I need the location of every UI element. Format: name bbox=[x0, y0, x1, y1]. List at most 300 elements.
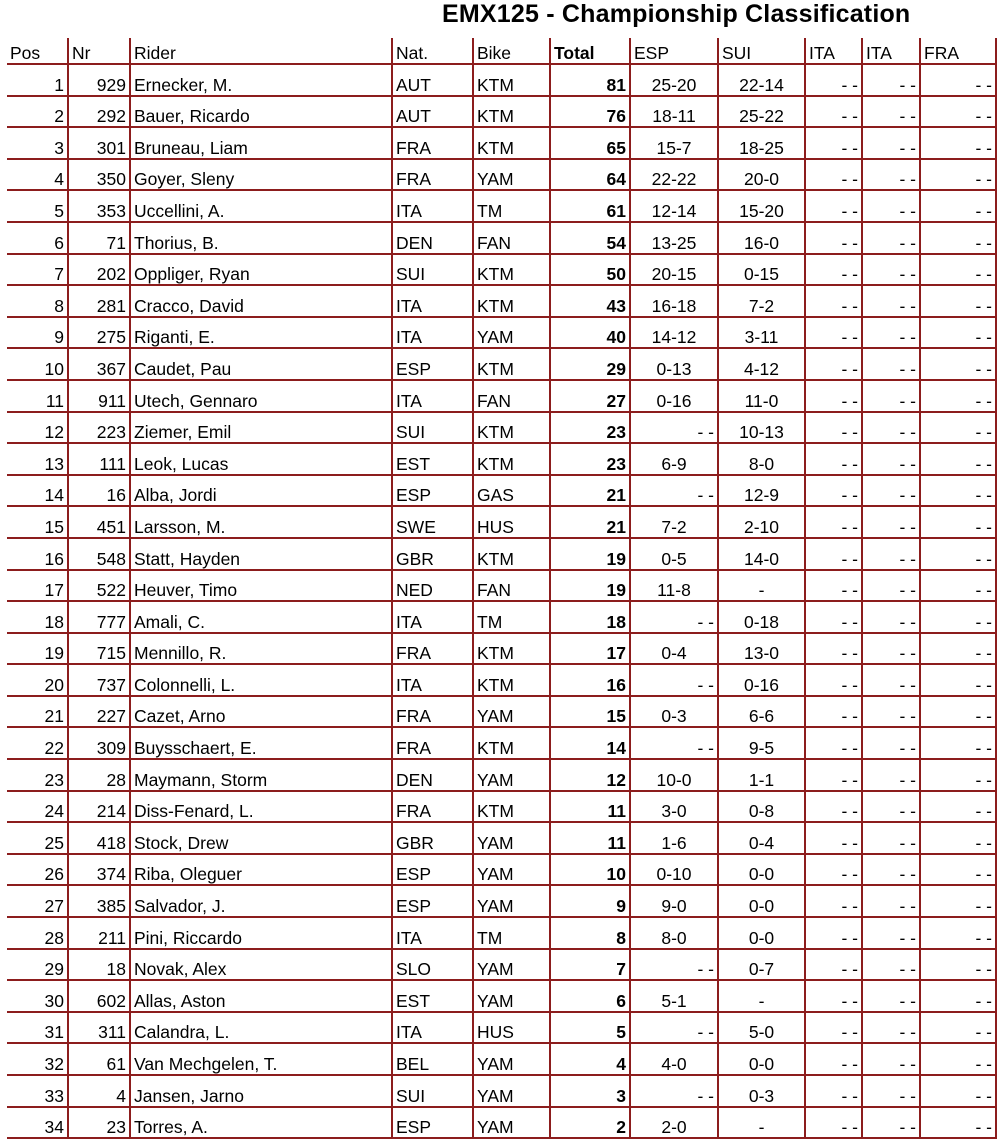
table-row bbox=[7, 222, 996, 254]
cell-rider: Goyer, Sleny bbox=[130, 159, 392, 191]
header-ita-2: ITA bbox=[862, 38, 920, 64]
cell-sui: 25-22 bbox=[718, 96, 805, 128]
cell-total: 8 bbox=[550, 917, 630, 949]
cell-rider: Alba, Jordi bbox=[130, 475, 392, 507]
cell-bike: TM bbox=[473, 917, 550, 949]
cell-nr: 61 bbox=[68, 1043, 130, 1075]
header-bike: Bike bbox=[473, 38, 550, 64]
cell-total: 4 bbox=[550, 1043, 630, 1075]
table-body bbox=[7, 64, 996, 1138]
cell-total: 43 bbox=[550, 285, 630, 317]
cell-nat: FRA bbox=[392, 127, 473, 159]
cell-pos: 9 bbox=[7, 317, 68, 349]
cell-bike: TM bbox=[473, 601, 550, 633]
table-row bbox=[7, 633, 996, 665]
cell-total: 3 bbox=[550, 1075, 630, 1107]
cell-pos: 23 bbox=[7, 759, 68, 791]
cell-pos: 25 bbox=[7, 822, 68, 854]
cell-rider: Caudet, Pau bbox=[130, 348, 392, 380]
cell-rider: Bruneau, Liam bbox=[130, 127, 392, 159]
cell-nr: 715 bbox=[68, 633, 130, 665]
cell-rider: Diss-Fenard, L. bbox=[130, 791, 392, 823]
cell-sui: 18-25 bbox=[718, 127, 805, 159]
cell-sui: 4-12 bbox=[718, 348, 805, 380]
cell-sui: 22-14 bbox=[718, 64, 805, 96]
cell-ita-1: - - bbox=[805, 222, 862, 254]
cell-ita-1: - - bbox=[805, 96, 862, 128]
cell-sui: 7-2 bbox=[718, 285, 805, 317]
cell-pos: 19 bbox=[7, 633, 68, 665]
cell-bike: YAM bbox=[473, 885, 550, 917]
cell-fra: - - bbox=[920, 759, 996, 791]
cell-ita-2: - - bbox=[862, 1075, 920, 1107]
cell-ita-1: - - bbox=[805, 885, 862, 917]
cell-fra: - - bbox=[920, 696, 996, 728]
cell-bike: KTM bbox=[473, 412, 550, 444]
cell-ita-2: - - bbox=[862, 159, 920, 191]
cell-esp: 14-12 bbox=[630, 317, 718, 349]
cell-fra: - - bbox=[920, 885, 996, 917]
cell-sui: 0-0 bbox=[718, 917, 805, 949]
cell-fra: - - bbox=[920, 1107, 996, 1139]
cell-total: 6 bbox=[550, 980, 630, 1012]
cell-pos: 34 bbox=[7, 1107, 68, 1139]
cell-total: 15 bbox=[550, 696, 630, 728]
cell-rider: Cracco, David bbox=[130, 285, 392, 317]
cell-ita-2: - - bbox=[862, 601, 920, 633]
cell-total: 18 bbox=[550, 601, 630, 633]
cell-pos: 11 bbox=[7, 380, 68, 412]
cell-rider: Larsson, M. bbox=[130, 506, 392, 538]
cell-sui: 0-0 bbox=[718, 854, 805, 886]
cell-rider: Allas, Aston bbox=[130, 980, 392, 1012]
cell-total: 9 bbox=[550, 885, 630, 917]
cell-nr: 777 bbox=[68, 601, 130, 633]
cell-ita-2: - - bbox=[862, 570, 920, 602]
cell-nat: NED bbox=[392, 570, 473, 602]
cell-nr: 18 bbox=[68, 949, 130, 981]
table-row bbox=[7, 570, 996, 602]
cell-fra: - - bbox=[920, 917, 996, 949]
cell-rider: Thorius, B. bbox=[130, 222, 392, 254]
cell-fra: - - bbox=[920, 412, 996, 444]
table-row bbox=[7, 285, 996, 317]
cell-nat: AUT bbox=[392, 96, 473, 128]
cell-bike: KTM bbox=[473, 664, 550, 696]
cell-total: 7 bbox=[550, 949, 630, 981]
cell-pos: 15 bbox=[7, 506, 68, 538]
cell-fra: - - bbox=[920, 96, 996, 128]
cell-nat: ESP bbox=[392, 854, 473, 886]
cell-ita-1: - - bbox=[805, 443, 862, 475]
cell-nat: SUI bbox=[392, 412, 473, 444]
cell-sui: 0-15 bbox=[718, 254, 805, 286]
cell-total: 21 bbox=[550, 506, 630, 538]
cell-sui: 0-3 bbox=[718, 1075, 805, 1107]
cell-bike: FAN bbox=[473, 570, 550, 602]
cell-sui: 2-10 bbox=[718, 506, 805, 538]
cell-nr: 374 bbox=[68, 854, 130, 886]
cell-esp: 12-14 bbox=[630, 190, 718, 222]
cell-ita-2: - - bbox=[862, 949, 920, 981]
page-title: EMX125 - Championship Classification bbox=[442, 0, 911, 28]
table-row bbox=[7, 538, 996, 570]
cell-esp: 7-2 bbox=[630, 506, 718, 538]
cell-rider: Calandra, L. bbox=[130, 1012, 392, 1044]
cell-ita-1: - - bbox=[805, 380, 862, 412]
cell-rider: Statt, Hayden bbox=[130, 538, 392, 570]
cell-total: 81 bbox=[550, 64, 630, 96]
cell-esp: - - bbox=[630, 727, 718, 759]
cell-bike: FAN bbox=[473, 380, 550, 412]
cell-esp: - - bbox=[630, 601, 718, 633]
cell-nr: 309 bbox=[68, 727, 130, 759]
cell-sui: 8-0 bbox=[718, 443, 805, 475]
cell-esp: 20-15 bbox=[630, 254, 718, 286]
cell-esp: 3-0 bbox=[630, 791, 718, 823]
cell-nat: BEL bbox=[392, 1043, 473, 1075]
cell-total: 40 bbox=[550, 317, 630, 349]
table-row bbox=[7, 159, 996, 191]
cell-pos: 21 bbox=[7, 696, 68, 728]
cell-ita-1: - - bbox=[805, 917, 862, 949]
cell-total: 5 bbox=[550, 1012, 630, 1044]
cell-esp: - - bbox=[630, 1075, 718, 1107]
cell-sui: - bbox=[718, 1107, 805, 1139]
cell-bike: FAN bbox=[473, 222, 550, 254]
table-row bbox=[7, 696, 996, 728]
cell-nat: DEN bbox=[392, 759, 473, 791]
cell-fra: - - bbox=[920, 159, 996, 191]
cell-fra: - - bbox=[920, 1075, 996, 1107]
cell-nat: ITA bbox=[392, 380, 473, 412]
cell-nat: EST bbox=[392, 443, 473, 475]
table-row bbox=[7, 96, 996, 128]
table-row bbox=[7, 1043, 996, 1075]
cell-nr: 451 bbox=[68, 506, 130, 538]
cell-ita-2: - - bbox=[862, 443, 920, 475]
cell-pos: 18 bbox=[7, 601, 68, 633]
cell-pos: 1 bbox=[7, 64, 68, 96]
cell-fra: - - bbox=[920, 443, 996, 475]
table-row bbox=[7, 664, 996, 696]
cell-nr: 301 bbox=[68, 127, 130, 159]
cell-nat: ITA bbox=[392, 917, 473, 949]
cell-fra: - - bbox=[920, 570, 996, 602]
table-row bbox=[7, 127, 996, 159]
cell-bike: YAM bbox=[473, 822, 550, 854]
cell-ita-1: - - bbox=[805, 254, 862, 286]
cell-ita-2: - - bbox=[862, 1107, 920, 1139]
cell-ita-2: - - bbox=[862, 317, 920, 349]
cell-fra: - - bbox=[920, 1012, 996, 1044]
cell-rider: Colonnelli, L. bbox=[130, 664, 392, 696]
table-row bbox=[7, 475, 996, 507]
cell-nat: FRA bbox=[392, 159, 473, 191]
cell-esp: - - bbox=[630, 412, 718, 444]
cell-pos: 33 bbox=[7, 1075, 68, 1107]
cell-total: 12 bbox=[550, 759, 630, 791]
cell-bike: KTM bbox=[473, 254, 550, 286]
cell-bike: YAM bbox=[473, 759, 550, 791]
cell-sui: 6-6 bbox=[718, 696, 805, 728]
cell-sui: 13-0 bbox=[718, 633, 805, 665]
table-row bbox=[7, 854, 996, 886]
cell-ita-2: - - bbox=[862, 980, 920, 1012]
cell-total: 23 bbox=[550, 412, 630, 444]
cell-ita-2: - - bbox=[862, 727, 920, 759]
cell-pos: 8 bbox=[7, 285, 68, 317]
cell-esp: 9-0 bbox=[630, 885, 718, 917]
cell-ita-1: - - bbox=[805, 190, 862, 222]
cell-esp: 22-22 bbox=[630, 159, 718, 191]
cell-nr: 602 bbox=[68, 980, 130, 1012]
cell-pos: 12 bbox=[7, 412, 68, 444]
cell-sui: 0-0 bbox=[718, 885, 805, 917]
cell-ita-1: - - bbox=[805, 1043, 862, 1075]
table-row bbox=[7, 1107, 996, 1139]
cell-ita-2: - - bbox=[862, 506, 920, 538]
cell-fra: - - bbox=[920, 791, 996, 823]
cell-nat: FRA bbox=[392, 696, 473, 728]
cell-rider: Oppliger, Ryan bbox=[130, 254, 392, 286]
cell-fra: - - bbox=[920, 1043, 996, 1075]
cell-esp: 15-7 bbox=[630, 127, 718, 159]
cell-bike: KTM bbox=[473, 96, 550, 128]
cell-nr: 311 bbox=[68, 1012, 130, 1044]
table-row bbox=[7, 791, 996, 823]
cell-nat: SUI bbox=[392, 1075, 473, 1107]
cell-ita-2: - - bbox=[862, 917, 920, 949]
cell-sui: 12-9 bbox=[718, 475, 805, 507]
cell-esp: 0-4 bbox=[630, 633, 718, 665]
cell-nr: 4 bbox=[68, 1075, 130, 1107]
cell-bike: GAS bbox=[473, 475, 550, 507]
table-row bbox=[7, 727, 996, 759]
cell-nat: SUI bbox=[392, 254, 473, 286]
cell-rider: Pini, Riccardo bbox=[130, 917, 392, 949]
cell-rider: Riganti, E. bbox=[130, 317, 392, 349]
cell-rider: Jansen, Jarno bbox=[130, 1075, 392, 1107]
table-row bbox=[7, 254, 996, 286]
cell-ita-1: - - bbox=[805, 980, 862, 1012]
cell-fra: - - bbox=[920, 380, 996, 412]
cell-nat: FRA bbox=[392, 633, 473, 665]
cell-fra: - - bbox=[920, 127, 996, 159]
classification-table bbox=[7, 38, 997, 1139]
cell-esp: 0-13 bbox=[630, 348, 718, 380]
cell-ita-1: - - bbox=[805, 822, 862, 854]
cell-rider: Heuver, Timo bbox=[130, 570, 392, 602]
header-sui: SUI bbox=[718, 38, 805, 64]
cell-ita-2: - - bbox=[862, 348, 920, 380]
cell-sui: 11-0 bbox=[718, 380, 805, 412]
cell-ita-2: - - bbox=[862, 759, 920, 791]
cell-bike: TM bbox=[473, 190, 550, 222]
cell-total: 54 bbox=[550, 222, 630, 254]
table-row bbox=[7, 601, 996, 633]
cell-total: 19 bbox=[550, 570, 630, 602]
cell-ita-1: - - bbox=[805, 1075, 862, 1107]
cell-nr: 28 bbox=[68, 759, 130, 791]
cell-ita-1: - - bbox=[805, 633, 862, 665]
cell-esp: - - bbox=[630, 1012, 718, 1044]
cell-sui: 0-4 bbox=[718, 822, 805, 854]
header-nr: Nr bbox=[68, 38, 130, 64]
cell-bike: YAM bbox=[473, 696, 550, 728]
cell-ita-2: - - bbox=[862, 285, 920, 317]
cell-ita-2: - - bbox=[862, 696, 920, 728]
table-row bbox=[7, 506, 996, 538]
cell-ita-2: - - bbox=[862, 190, 920, 222]
table-row bbox=[7, 348, 996, 380]
cell-nr: 16 bbox=[68, 475, 130, 507]
cell-bike: KTM bbox=[473, 633, 550, 665]
cell-sui: 0-16 bbox=[718, 664, 805, 696]
cell-ita-2: - - bbox=[862, 254, 920, 286]
cell-ita-1: - - bbox=[805, 791, 862, 823]
cell-total: 10 bbox=[550, 854, 630, 886]
cell-ita-1: - - bbox=[805, 664, 862, 696]
cell-fra: - - bbox=[920, 317, 996, 349]
table-row bbox=[7, 64, 996, 96]
cell-bike: YAM bbox=[473, 317, 550, 349]
cell-esp: 18-11 bbox=[630, 96, 718, 128]
cell-fra: - - bbox=[920, 222, 996, 254]
cell-fra: - - bbox=[920, 190, 996, 222]
cell-bike: YAM bbox=[473, 1075, 550, 1107]
cell-ita-2: - - bbox=[862, 538, 920, 570]
cell-pos: 24 bbox=[7, 791, 68, 823]
cell-nr: 23 bbox=[68, 1107, 130, 1139]
cell-esp: 25-20 bbox=[630, 64, 718, 96]
table-row bbox=[7, 380, 996, 412]
cell-bike: KTM bbox=[473, 285, 550, 317]
cell-nr: 350 bbox=[68, 159, 130, 191]
cell-nat: ITA bbox=[392, 664, 473, 696]
cell-nr: 367 bbox=[68, 348, 130, 380]
cell-ita-1: - - bbox=[805, 64, 862, 96]
cell-ita-2: - - bbox=[862, 64, 920, 96]
header-total: Total bbox=[550, 38, 630, 64]
cell-rider: Ernecker, M. bbox=[130, 64, 392, 96]
cell-ita-1: - - bbox=[805, 159, 862, 191]
table-row bbox=[7, 317, 996, 349]
cell-bike: HUS bbox=[473, 1012, 550, 1044]
cell-nr: 418 bbox=[68, 822, 130, 854]
cell-nr: 223 bbox=[68, 412, 130, 444]
cell-nr: 548 bbox=[68, 538, 130, 570]
cell-pos: 13 bbox=[7, 443, 68, 475]
cell-total: 23 bbox=[550, 443, 630, 475]
cell-fra: - - bbox=[920, 949, 996, 981]
cell-rider: Mennillo, R. bbox=[130, 633, 392, 665]
cell-nr: 911 bbox=[68, 380, 130, 412]
cell-nat: GBR bbox=[392, 822, 473, 854]
cell-nat: EST bbox=[392, 980, 473, 1012]
cell-fra: - - bbox=[920, 506, 996, 538]
cell-sui: 3-11 bbox=[718, 317, 805, 349]
cell-ita-1: - - bbox=[805, 949, 862, 981]
cell-nr: 202 bbox=[68, 254, 130, 286]
cell-ita-2: - - bbox=[862, 664, 920, 696]
cell-pos: 10 bbox=[7, 348, 68, 380]
cell-sui: 15-20 bbox=[718, 190, 805, 222]
table-row bbox=[7, 949, 996, 981]
cell-nr: 214 bbox=[68, 791, 130, 823]
cell-sui: 16-0 bbox=[718, 222, 805, 254]
cell-pos: 17 bbox=[7, 570, 68, 602]
table-row bbox=[7, 1075, 996, 1107]
cell-rider: Van Mechgelen, T. bbox=[130, 1043, 392, 1075]
cell-nat: ESP bbox=[392, 348, 473, 380]
cell-ita-2: - - bbox=[862, 1043, 920, 1075]
table-row bbox=[7, 1012, 996, 1044]
cell-fra: - - bbox=[920, 601, 996, 633]
cell-nat: DEN bbox=[392, 222, 473, 254]
cell-pos: 5 bbox=[7, 190, 68, 222]
cell-esp: 6-9 bbox=[630, 443, 718, 475]
cell-esp: 10-0 bbox=[630, 759, 718, 791]
cell-fra: - - bbox=[920, 64, 996, 96]
cell-esp: 13-25 bbox=[630, 222, 718, 254]
cell-total: 64 bbox=[550, 159, 630, 191]
cell-fra: - - bbox=[920, 664, 996, 696]
cell-rider: Stock, Drew bbox=[130, 822, 392, 854]
cell-fra: - - bbox=[920, 822, 996, 854]
cell-ita-1: - - bbox=[805, 601, 862, 633]
cell-bike: YAM bbox=[473, 1107, 550, 1139]
cell-total: 29 bbox=[550, 348, 630, 380]
cell-nat: ESP bbox=[392, 475, 473, 507]
cell-sui: 1-1 bbox=[718, 759, 805, 791]
cell-esp: 5-1 bbox=[630, 980, 718, 1012]
cell-fra: - - bbox=[920, 348, 996, 380]
cell-total: 21 bbox=[550, 475, 630, 507]
cell-rider: Utech, Gennaro bbox=[130, 380, 392, 412]
cell-total: 19 bbox=[550, 538, 630, 570]
cell-esp: 0-3 bbox=[630, 696, 718, 728]
cell-nr: 111 bbox=[68, 443, 130, 475]
cell-rider: Leok, Lucas bbox=[130, 443, 392, 475]
cell-ita-1: - - bbox=[805, 1107, 862, 1139]
cell-rider: Novak, Alex bbox=[130, 949, 392, 981]
cell-esp: 16-18 bbox=[630, 285, 718, 317]
cell-esp: 0-16 bbox=[630, 380, 718, 412]
table-row bbox=[7, 759, 996, 791]
cell-total: 50 bbox=[550, 254, 630, 286]
cell-ita-1: - - bbox=[805, 1012, 862, 1044]
cell-bike: HUS bbox=[473, 506, 550, 538]
cell-bike: YAM bbox=[473, 159, 550, 191]
cell-rider: Uccellini, A. bbox=[130, 190, 392, 222]
cell-ita-1: - - bbox=[805, 348, 862, 380]
cell-rider: Ziemer, Emil bbox=[130, 412, 392, 444]
cell-nat: ITA bbox=[392, 601, 473, 633]
header-rider: Rider bbox=[130, 38, 392, 64]
cell-fra: - - bbox=[920, 285, 996, 317]
cell-fra: - - bbox=[920, 475, 996, 507]
cell-total: 2 bbox=[550, 1107, 630, 1139]
cell-ita-2: - - bbox=[862, 854, 920, 886]
cell-nr: 929 bbox=[68, 64, 130, 96]
cell-esp: 0-10 bbox=[630, 854, 718, 886]
cell-sui: - bbox=[718, 980, 805, 1012]
cell-ita-2: - - bbox=[862, 222, 920, 254]
cell-ita-2: - - bbox=[862, 633, 920, 665]
cell-nat: ITA bbox=[392, 317, 473, 349]
cell-ita-1: - - bbox=[805, 506, 862, 538]
